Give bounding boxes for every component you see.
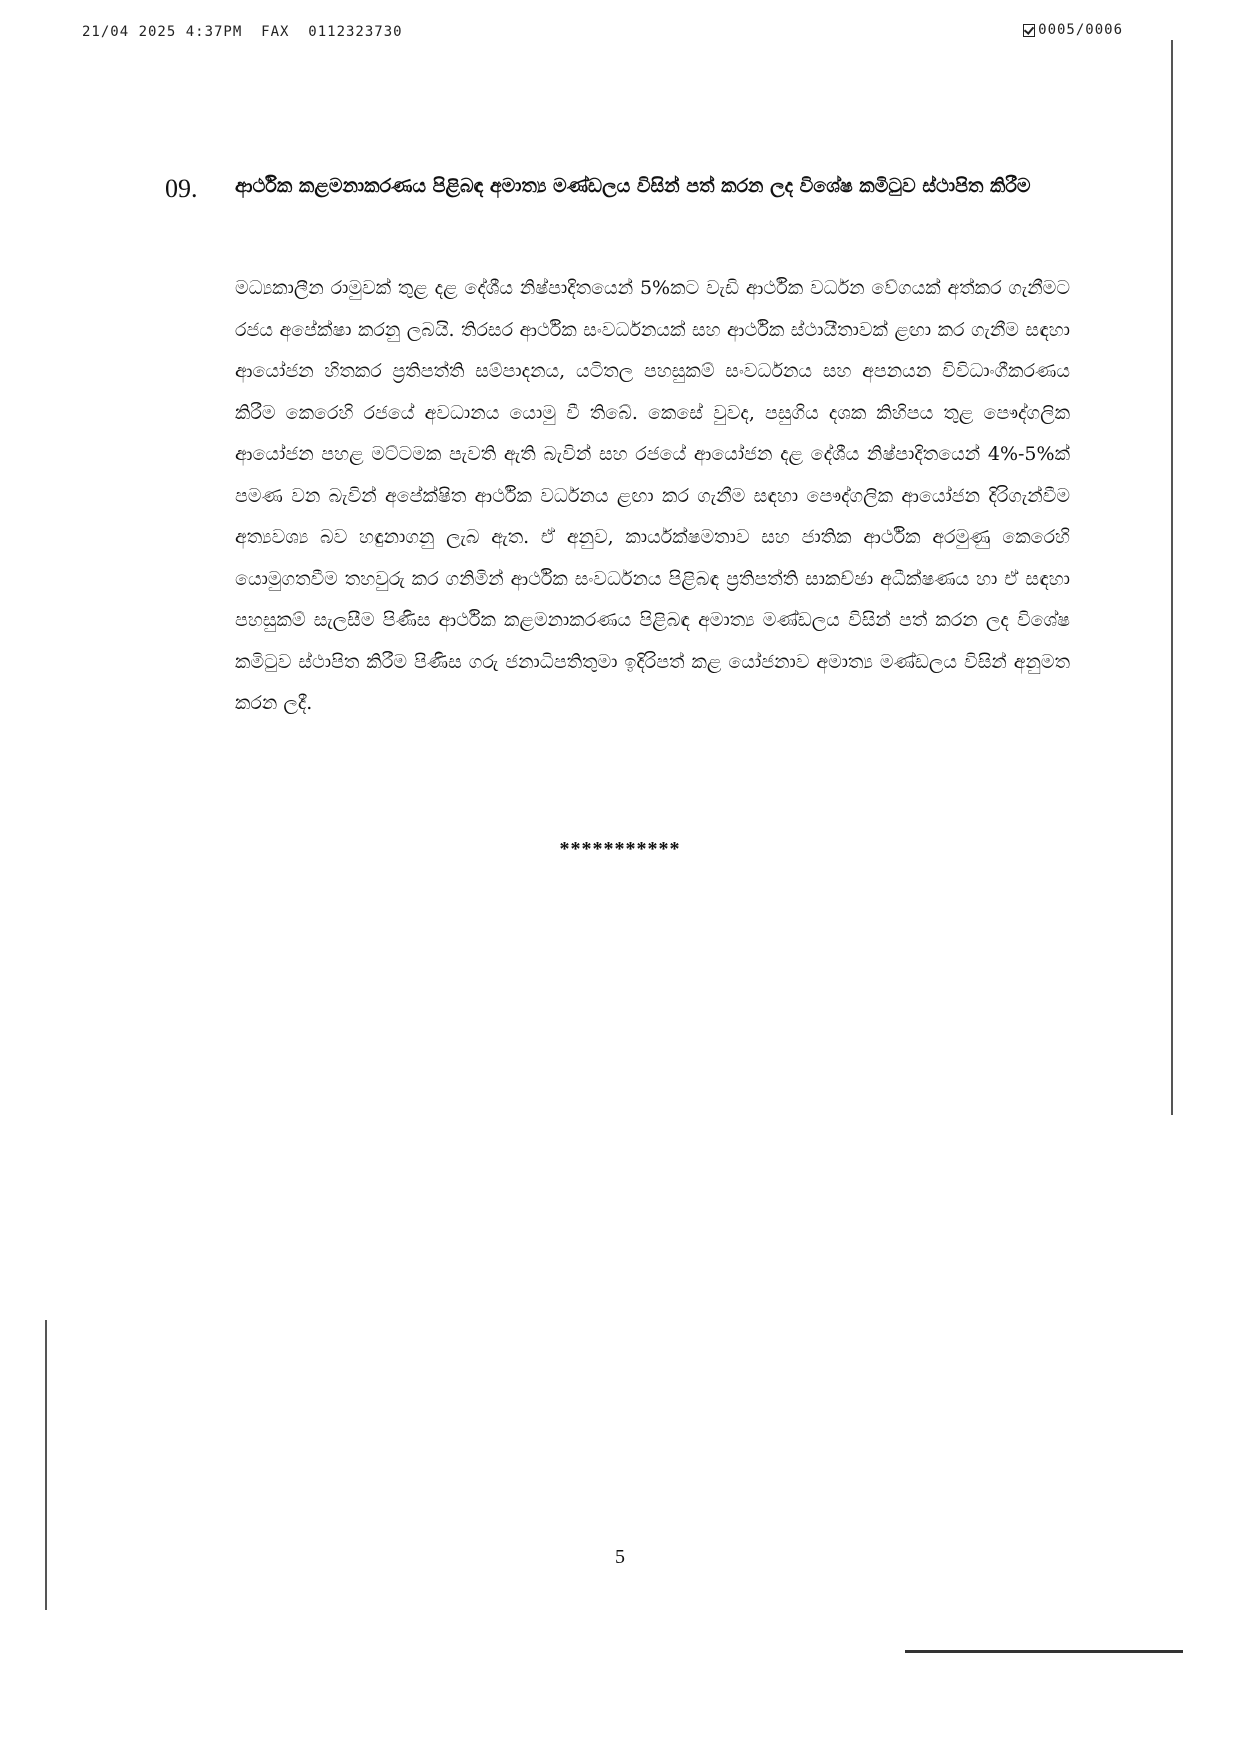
scan-artifact-line xyxy=(1171,40,1173,1115)
fax-page-counter xyxy=(1023,22,1123,38)
fax-header: 21/04 2025 4:37PM FAX 0112323730 xyxy=(82,24,403,40)
fax-page-counter-text: 0005/0006 xyxy=(1038,22,1123,38)
scan-artifact-line xyxy=(905,1650,1183,1653)
page-number: 5 xyxy=(615,1546,625,1568)
item-number: 09. xyxy=(165,174,198,203)
item-body: මධ්‍යකාලීන රාමුවක් තුළ දළ දේශීය නිෂ්පාදිතයෙන් 5%කට වැඩි ආර්ථික වර්ධන වේගයක් අත්කර ගැනීමට රජය අපේක්ෂා කරනු ලබයි. තිරසර ආර්ථික සංවර්ධනයක් සහ ආර්ථික ස්ථායීතාවක් ළඟා කර ගැනීම සඳහා ආයෝජන හිතකර ප්‍රතිපත්ති සම්පාදනය, යටිතල පහසුකම් සංවර්ධනය සහ අපනයන විවිධාංගීකරණය කිරීම කෙරෙහි රජයේ අවධානය යොමු වී තිබේ. කෙසේ වුවද, පසුගිය දශක කිහිපය තුළ පෞද්ගලික ආයෝජන පහළ මට්ටමක පැවති ඇති බැවින් සහ රජයේ ආයෝජන දළ දේශීය නිෂ්පාදිතයෙන් 4%-5%ක් පමණ වන බැවින් අපේක්ෂිත ආර්ථික වර්ධනය ළඟා කර ගැනීම සඳහා පෞද්ගලික ආයෝජන දිරිගැන්වීම අත්‍යවශ්‍ය බව හඳුනාගනු ලැබ ඇත. ඒ අනුව, කාර්යක්ෂමතාව සහ ජාතික ආර්ථික අරමුණු කෙරෙහි යොමුගතවීම තහවුරු කර ගනිමින් ආර්ථික සංවර්ධනය පිළිබඳ ප්‍රතිපත්ති සාකච්ඡා අධීක්ෂණය හා ඒ සඳහා පහසුකම් සැලසීම පිණිස ආර්ථික කළමනාකරණය පිළිබඳ අමාත්‍ය මණ්ඩලය විසින් පත් කරන ලද විශේෂ කමිටුව ස්ථාපිත කිරීම පිණිස ගරු ජනාධිපතිතුමා ඉදිරිපත් කළ යෝජනාව අමාත්‍ය මණ්ඩලය විසින් අනුමත කරන ලදී. xyxy=(235,277,1070,714)
checkbox-icon xyxy=(1023,24,1035,37)
item-title: ආර්ථික කළමනාකරණය පිළිබඳ අමාත්‍ය මණ්ඩලය විසින් පත් කරන ලද විශේෂ කමිටුව ස්ථාපිත කිරීම xyxy=(235,175,1031,197)
section-separator: *********** xyxy=(559,838,681,860)
